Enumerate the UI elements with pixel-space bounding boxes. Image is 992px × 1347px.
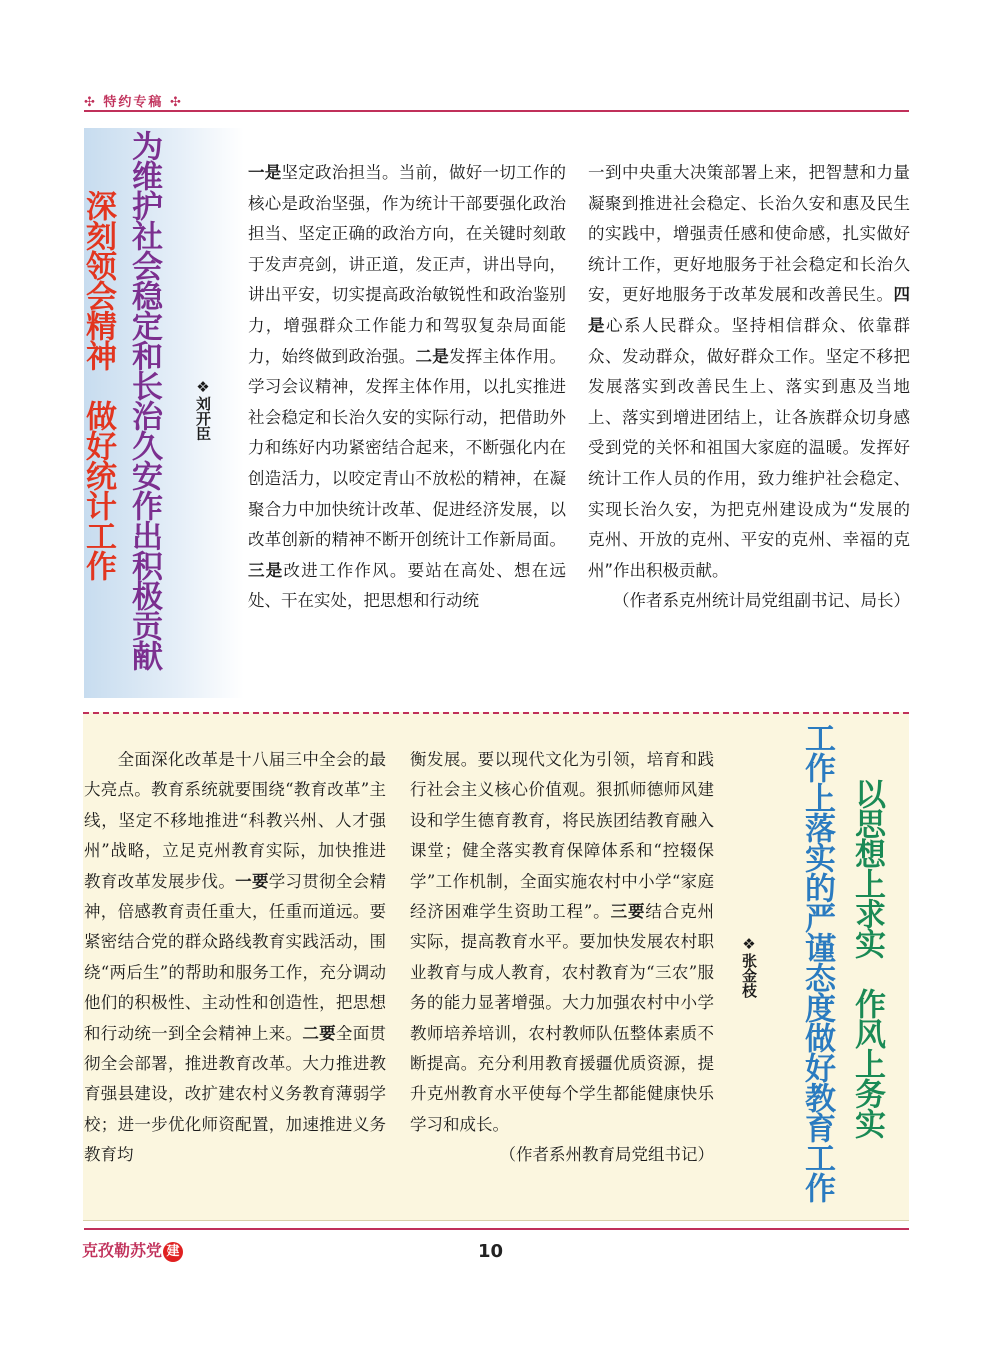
body-text: 发挥主体作用。学习会议精神，发挥主体作用，以扎实推进社会稳定和长治久安的实际行动，把借助外力和练好内功紧密结合起来，不断强化内在创造活力，以咬定青山不放松的精神，在凝聚合力中加快统计改革、促进经济发展，以改革创新的精神不断开创统计工作新局面。	[248, 346, 566, 550]
article2-title: 工作上落实的严谨态度做好教育工作	[799, 722, 835, 1202]
article2-col1-text	[84, 745, 386, 1171]
article1-title: 为维护社会稳定和长治久安作出积极贡献	[126, 130, 162, 670]
article2-column-1	[84, 745, 386, 1171]
body-text: 全面深化改革是十八届三中全会的最大亮点。教育系统就要围绕“教育改革”主线，坚定不移地推进“科教兴州、人才强州”战略，立足克州教育实际，加快推进教育改革发展步伐。	[84, 750, 386, 891]
article1-column-2	[588, 158, 910, 617]
article2-subtitle: 以思想上求实 作风上务实	[849, 778, 885, 1138]
emphasis-label: 二要	[302, 1023, 336, 1043]
body-text: 心系人民群众。坚持相信群众、依靠群众、发动群众，做好群众工作。坚定不移把发展落实到改善民生上、落实到惠及当地上、落实到增进团结上，让各族群众切身感受到党的关怀和祖国大家庭的温暖。发挥好统计工作人员的作用，致力维护社会稳定、实现长治久安，为把克州建设成为“发展的克州、开放的克州、平安的克州、幸福的克州”作出积极贡献。	[588, 315, 911, 580]
body-text: 一到中央重大决策部署上来，把智慧和力量凝聚到推进社会稳定、长治久安和惠及民生的实践中，增强责任感和使命感，扎实做好统计工作，更好地服务于社会稳定和长治久安，更好地服务于改革发展和改善民生。	[588, 163, 910, 305]
page-number: 10	[478, 1241, 504, 1262]
emphasis-label: 一要	[235, 871, 269, 891]
emphasis-label: 一是	[248, 163, 282, 182]
emphasis-label: 二是	[415, 346, 449, 366]
article1-col1-text	[248, 158, 566, 617]
article2-col2-text	[410, 745, 714, 1140]
article1-subtitle: 深刻领会精神 做好统计工作	[80, 190, 116, 580]
article1-author-note: （作者系克州统计局党组副书记、局长）	[613, 591, 910, 611]
article1-col2-text	[588, 158, 910, 586]
body-text: 衡发展。要以现代文化为引领，培育和践行社会主义核心价值观。狠抓师德师风建设和学生德育教育，将民族团结教育融入课堂；健全落实教育保障体系和“控辍保学”工作机制，全面实施农村中小学“家庭经济困难学生资助工程”。	[410, 750, 714, 922]
logo-text: 克孜勒苏党	[82, 1241, 163, 1260]
magazine-logo	[82, 1238, 183, 1262]
body-text: 改进工作作风。要站在高处、想在远处、干在实处，把思想和行动统	[248, 560, 567, 611]
emphasis-label: 四是	[588, 285, 910, 335]
article2-column-2	[410, 745, 714, 1171]
header-divider	[84, 110, 909, 112]
article1-author: ❖刘开臣	[194, 378, 212, 441]
footer-divider	[84, 1228, 909, 1230]
body-text: 坚定政治担当。当前，做好一切工作的核心是政治坚强，作为统计干部要强化政治担当、坚定正确的政治方向，在关键时刻敢于发声亮剑，讲正道，发正声，讲出导向，讲出平安，切实提高政治敏锐性和政治鉴别力，增强群众工作能力和驾驭复杂局面能力，始终做到政治强。	[248, 163, 566, 366]
logo-badge: 建	[163, 1242, 183, 1262]
article2-author: ❖张金枝	[740, 935, 758, 998]
section-header: ✣ 特约专稿 ✣	[84, 95, 183, 110]
body-text: 结合克州实际，提高教育水平。要加快发展农村职业教育与成人教育，农村教育为“三农”服务的能力显著增强。大力加强农村中小学教师培养培训，农村教师队伍整体素质不断提高。充分利用教育援疆优质资源，提升克州教育水平使每个学生都能健康快乐学习和成长。	[410, 902, 715, 1134]
article1-column-1	[248, 158, 566, 617]
body-text: 全面贯彻全会部署，推进教育改革。大力推进教育强县建设，改扩建农村义务教育薄弱学校；进一步优化师资配置，加速推进义务教育均	[84, 1023, 387, 1165]
body-text: 学习贯彻全会精神，倍感教育责任重大，任重而道远。要紧密结合党的群众路线教育实践活动，围绕“两后生”的帮助和服务工作，充分调动他们的积极性、主动性和创造性，把思想和行动统一到全会精神上来。	[84, 871, 387, 1043]
emphasis-label: 三是	[248, 560, 284, 580]
emphasis-label: 三要	[610, 902, 646, 922]
article2-author-note: （作者系州教育局党组书记）	[499, 1145, 714, 1165]
